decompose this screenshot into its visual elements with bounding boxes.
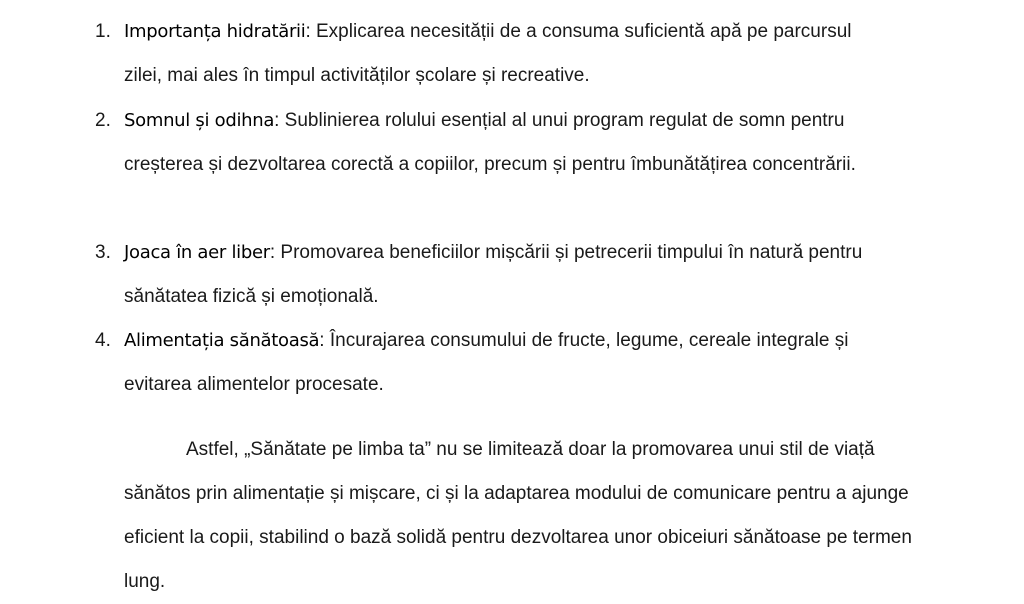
list-number: 1. (95, 21, 111, 42)
list-item-text: : Promovarea beneficiilor mișcării și petrecerii timpului în natură pentru sănătatea fizică și emoțională. (124, 242, 863, 307)
list-item-body (124, 319, 894, 407)
list-item-term: Somnul și odihna (124, 110, 275, 131)
list-number: 3. (95, 242, 111, 263)
list-item-term: Importanța hidratării (124, 21, 306, 42)
conclusion-paragraph: Astfel, „Sănătate pe limba ta” nu se limitează doar la promovarea unui stil de viață sănătos prin alimentație și mișcare, ci și la adaptarea modului de comunicare pentru a ajunge eficient la copii, stabilind o bază solidă pentru dezvoltarea unor obiceiuri sănătoase pe termen lung. (124, 439, 912, 592)
list-item-text: : Sublinierea rolului esențial al unui program regulat de somn pentru creșterea și dezvoltarea corectă a copiilor, precum și pentru îmbunătățirea concentrării. (124, 110, 856, 175)
list-item-body (124, 99, 894, 187)
list-item-term: Joaca în aer liber (124, 242, 270, 263)
list-item-text: : Încurajarea consumului de fructe, legume, cereale integrale și evitarea alimentelor procesate. (124, 330, 849, 395)
list-number: 4. (95, 330, 111, 351)
list-item-body (124, 10, 894, 98)
list-number: 2. (95, 110, 111, 131)
list-item-text: : Explicarea necesității de a consuma suficientă apă pe parcursul zilei, mai ales în timpul activităților școlare și recreative. (124, 21, 852, 86)
list-item-body (124, 231, 894, 319)
list-item-term: Alimentația sănătoasă (124, 330, 320, 351)
